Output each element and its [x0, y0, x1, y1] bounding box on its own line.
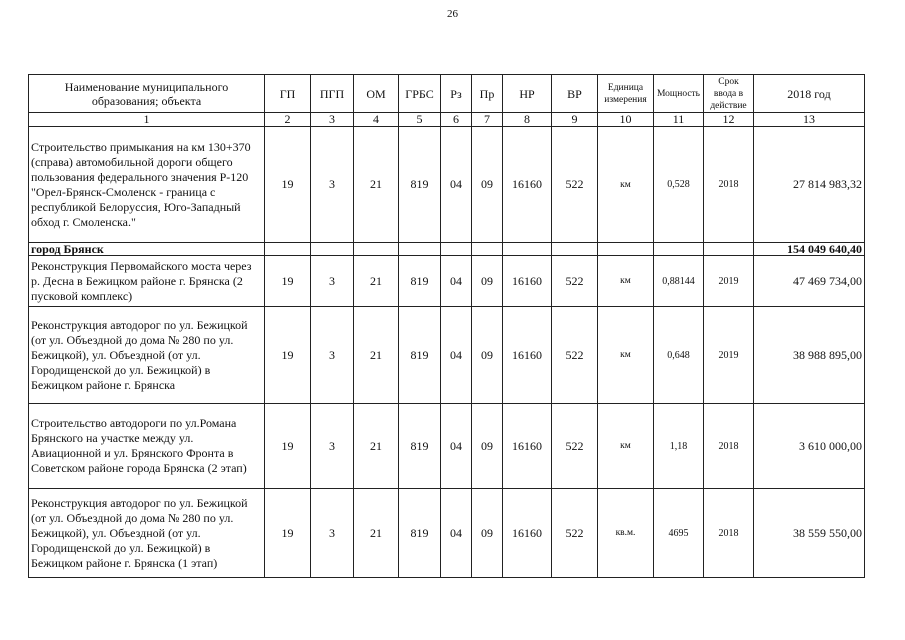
header-pr: Пр	[472, 75, 503, 113]
pr-value: 09	[472, 489, 503, 578]
deadline-value: 2018	[704, 404, 754, 489]
header-unit: Единица измерения	[598, 75, 654, 113]
header-vr: ВР	[552, 75, 598, 113]
gp-value: 19	[265, 404, 311, 489]
np-value: 16160	[503, 489, 552, 578]
header-om: ОМ	[354, 75, 399, 113]
np-value: 16160	[503, 404, 552, 489]
gp-value: 19	[265, 489, 311, 578]
grbs-value: 819	[399, 404, 441, 489]
om-value: 21	[354, 307, 399, 404]
deadline-value: 2018	[704, 127, 754, 243]
column-number: 9	[552, 113, 598, 127]
grbs-value: 819	[399, 127, 441, 243]
capacity-value: 0,88144	[654, 256, 704, 307]
table-row	[29, 489, 865, 578]
np-value: 16160	[503, 127, 552, 243]
column-number: 12	[704, 113, 754, 127]
amount-value: 47 469 734,00	[754, 256, 865, 307]
column-number-row	[29, 113, 865, 127]
header-name: Наименование муниципального образования; объекта	[29, 75, 265, 113]
gp-value: 19	[265, 256, 311, 307]
column-number: 4	[354, 113, 399, 127]
column-number: 10	[598, 113, 654, 127]
column-number: 8	[503, 113, 552, 127]
unit-value: км	[598, 127, 654, 243]
amount-value: 3 610 000,00	[754, 404, 865, 489]
deadline-value: 2019	[704, 256, 754, 307]
om-value: 21	[354, 127, 399, 243]
column-number: 13	[754, 113, 865, 127]
page-number: 26	[447, 8, 458, 20]
header-year: 2018 год	[754, 75, 865, 113]
ppgp-value: 3	[311, 127, 354, 243]
om-value: 21	[354, 404, 399, 489]
column-number: 6	[441, 113, 472, 127]
amount-value: 27 814 983,32	[754, 127, 865, 243]
gp-value: 19	[265, 307, 311, 404]
vr-value: 522	[552, 404, 598, 489]
grbs-value: 819	[399, 307, 441, 404]
table-row	[29, 307, 865, 404]
table-row	[29, 404, 865, 489]
column-number: 11	[654, 113, 704, 127]
column-number: 1	[29, 113, 265, 127]
section-amount: 154 049 640,40	[754, 243, 865, 256]
grbs-value: 819	[399, 489, 441, 578]
table-row	[29, 127, 865, 243]
unit-value: кв.м.	[598, 489, 654, 578]
deadline-value: 2018	[704, 489, 754, 578]
vr-value: 522	[552, 307, 598, 404]
pr-value: 09	[472, 404, 503, 489]
pr-value: 09	[472, 127, 503, 243]
om-value: 21	[354, 489, 399, 578]
unit-value: км	[598, 256, 654, 307]
ppgp-value: 3	[311, 489, 354, 578]
unit-value: км	[598, 404, 654, 489]
section-row	[29, 243, 865, 256]
object-name: Строительство примыкания на км 130+370 (справа) автомобильной дороги общего пользования федерального значения Р-120 "Орел-Брянск-Смоленск - граница с республикой Белоруссия, Юго-Западный обход г. Смоленска."	[29, 127, 265, 243]
header-grbs: ГРБС	[399, 75, 441, 113]
amount-value: 38 559 550,00	[754, 489, 865, 578]
rz-value: 04	[441, 127, 472, 243]
capacity-value: 0,528	[654, 127, 704, 243]
rz-value: 04	[441, 404, 472, 489]
header-gp: ГП	[265, 75, 311, 113]
amount-value: 38 988 895,00	[754, 307, 865, 404]
column-number: 7	[472, 113, 503, 127]
capacity-value: 1,18	[654, 404, 704, 489]
header-rz: Рз	[441, 75, 472, 113]
ppgp-value: 3	[311, 256, 354, 307]
header-row	[29, 75, 865, 113]
grbs-value: 819	[399, 256, 441, 307]
om-value: 21	[354, 256, 399, 307]
deadline-value: 2019	[704, 307, 754, 404]
header-ppgp: ПГП	[311, 75, 354, 113]
rz-value: 04	[441, 489, 472, 578]
vr-value: 522	[552, 127, 598, 243]
header-deadline: Срок ввода в действие	[704, 75, 754, 113]
header-np: НР	[503, 75, 552, 113]
pr-value: 09	[472, 307, 503, 404]
table-row	[29, 256, 865, 307]
np-value: 16160	[503, 307, 552, 404]
ppgp-value: 3	[311, 404, 354, 489]
column-number: 5	[399, 113, 441, 127]
rz-value: 04	[441, 256, 472, 307]
object-name: Реконструкция автодорог по ул. Бежицкой (от ул. Объездной до дома № 280 по ул. Бежицкой), ул. Объездной (от ул. Городищенской до ул. Бежицкой) в Бежицком районе г. Брянска	[29, 307, 265, 404]
header-capacity: Мощность	[654, 75, 704, 113]
pr-value: 09	[472, 256, 503, 307]
rz-value: 04	[441, 307, 472, 404]
ppgp-value: 3	[311, 307, 354, 404]
capacity-value: 0,648	[654, 307, 704, 404]
capacity-value: 4695	[654, 489, 704, 578]
column-number: 2	[265, 113, 311, 127]
section-name: город Брянск	[29, 243, 265, 256]
column-number: 3	[311, 113, 354, 127]
vr-value: 522	[552, 489, 598, 578]
object-name: Реконструкция Первомайского моста через р. Десна в Бежицком районе г. Брянска (2 пусковой комплекс)	[29, 256, 265, 307]
unit-value: км	[598, 307, 654, 404]
gp-value: 19	[265, 127, 311, 243]
budget-table	[28, 74, 865, 578]
object-name: Реконструкция автодорог по ул. Бежицкой (от ул. Объездной до дома № 280 по ул. Бежицкой), ул. Объездной (от ул. Городищенской до ул. Бежицкой) в Бежицком районе г. Брянска (1 этап)	[29, 489, 265, 578]
vr-value: 522	[552, 256, 598, 307]
np-value: 16160	[503, 256, 552, 307]
object-name: Строительство автодороги по ул.Романа Брянского на участке между ул. Авиационной и ул. Брянского Фронта в Советском районе города Брянска (2 этап)	[29, 404, 265, 489]
